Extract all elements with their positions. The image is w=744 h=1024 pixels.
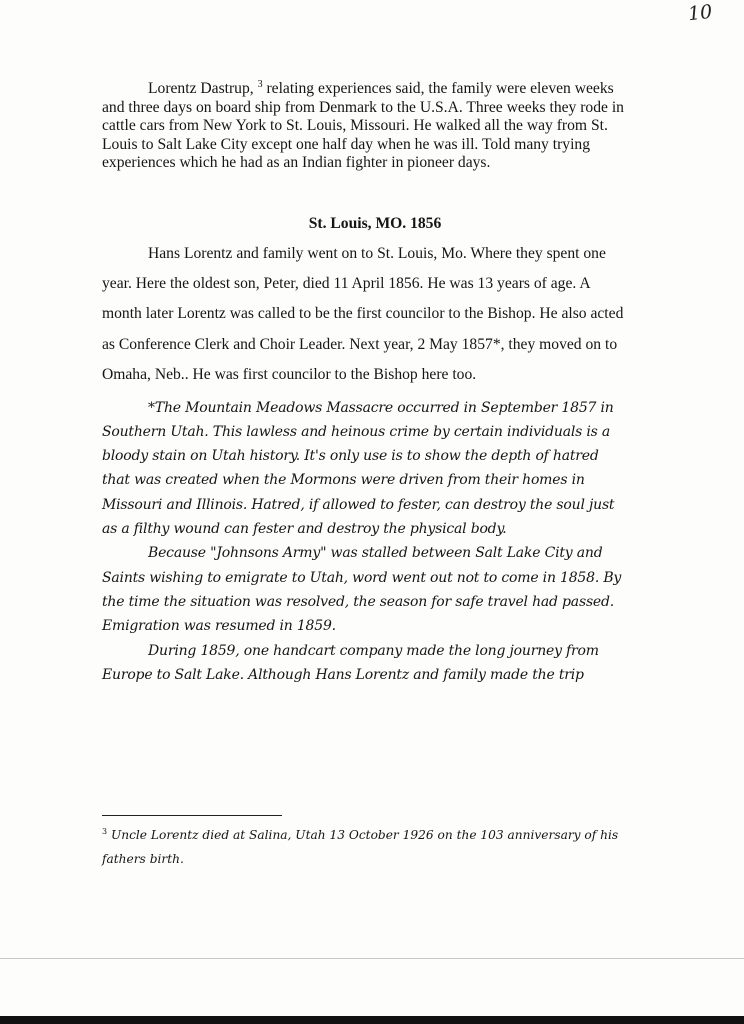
italic-paragraph-handcart: During 1859, one handcart company made the long journey from Europe to Salt Lake. Although Hans Lorentz and family made the trip bbox=[102, 642, 599, 683]
italic-paragraph-massacre: *The Mountain Meadows Massacre occurred in September 1857 in Southern Utah. This lawless and heinous crime by certain individuals is a bloody stain on Utah history. It's only use is to show the depth of hatred that was created when the Mormons were driven from their homes in Missouri and Illinois. Hatred, if allowed to fester, can destroy the soul just as a filthy wound can fester and destroy the physical body. bbox=[102, 399, 615, 538]
paragraph-1-text: relating experiences said, the family were eleven weeks and three days on board ship from Denmark to the U.S.A. Three weeks they rode in cattle cars from New York to St. Louis, Missouri. He walked all the way from St. Louis to Salt Lake City except one half day when he was ill. Told many trying experiences which he had as an Indian fighter in pioneer days. bbox=[102, 80, 624, 171]
scan-edge-line bbox=[0, 958, 744, 959]
document-body bbox=[102, 80, 628, 687]
italic-paragraph-johnsons-army: Because "Johnsons Army" was stalled between Salt Lake City and Saints wishing to emigrate to Utah, word went out not to come in 1858. By the time the situation was resolved, the season for safe travel had passed. Emigration was resumed in 1859. bbox=[102, 545, 622, 635]
footnote-text: Uncle Lorentz died at Salina, Utah 13 October 1926 on the 103 anniversary of his fathers birth. bbox=[102, 828, 619, 866]
section-heading: St. Louis, MO. 1856 bbox=[308, 214, 442, 232]
scan-bottom-edge bbox=[0, 1016, 744, 1024]
page-number: 10 bbox=[686, 0, 714, 26]
footnote bbox=[102, 823, 628, 871]
paragraph-1-lead: Lorentz Dastrup, bbox=[148, 80, 254, 97]
footnote-divider bbox=[102, 815, 282, 816]
footnote-reference: 3 bbox=[257, 78, 263, 90]
footnote-number: 3 bbox=[102, 826, 108, 836]
paragraph-st-louis: Hans Lorentz and family went on to St. Louis, Mo. Where they spent one year. Here the oldest son, Peter, died 11 April 1856. He was 13 years of age. A month later Lorentz was called to be the first councilor to the Bishop. He also acted as Conference Clerk and Choir Leader. Next year, 2 May 1857*, they moved on to Omaha, Neb.. He was first councilor to the Bishop here too. bbox=[102, 244, 624, 384]
paragraph-dastrup bbox=[102, 80, 628, 173]
